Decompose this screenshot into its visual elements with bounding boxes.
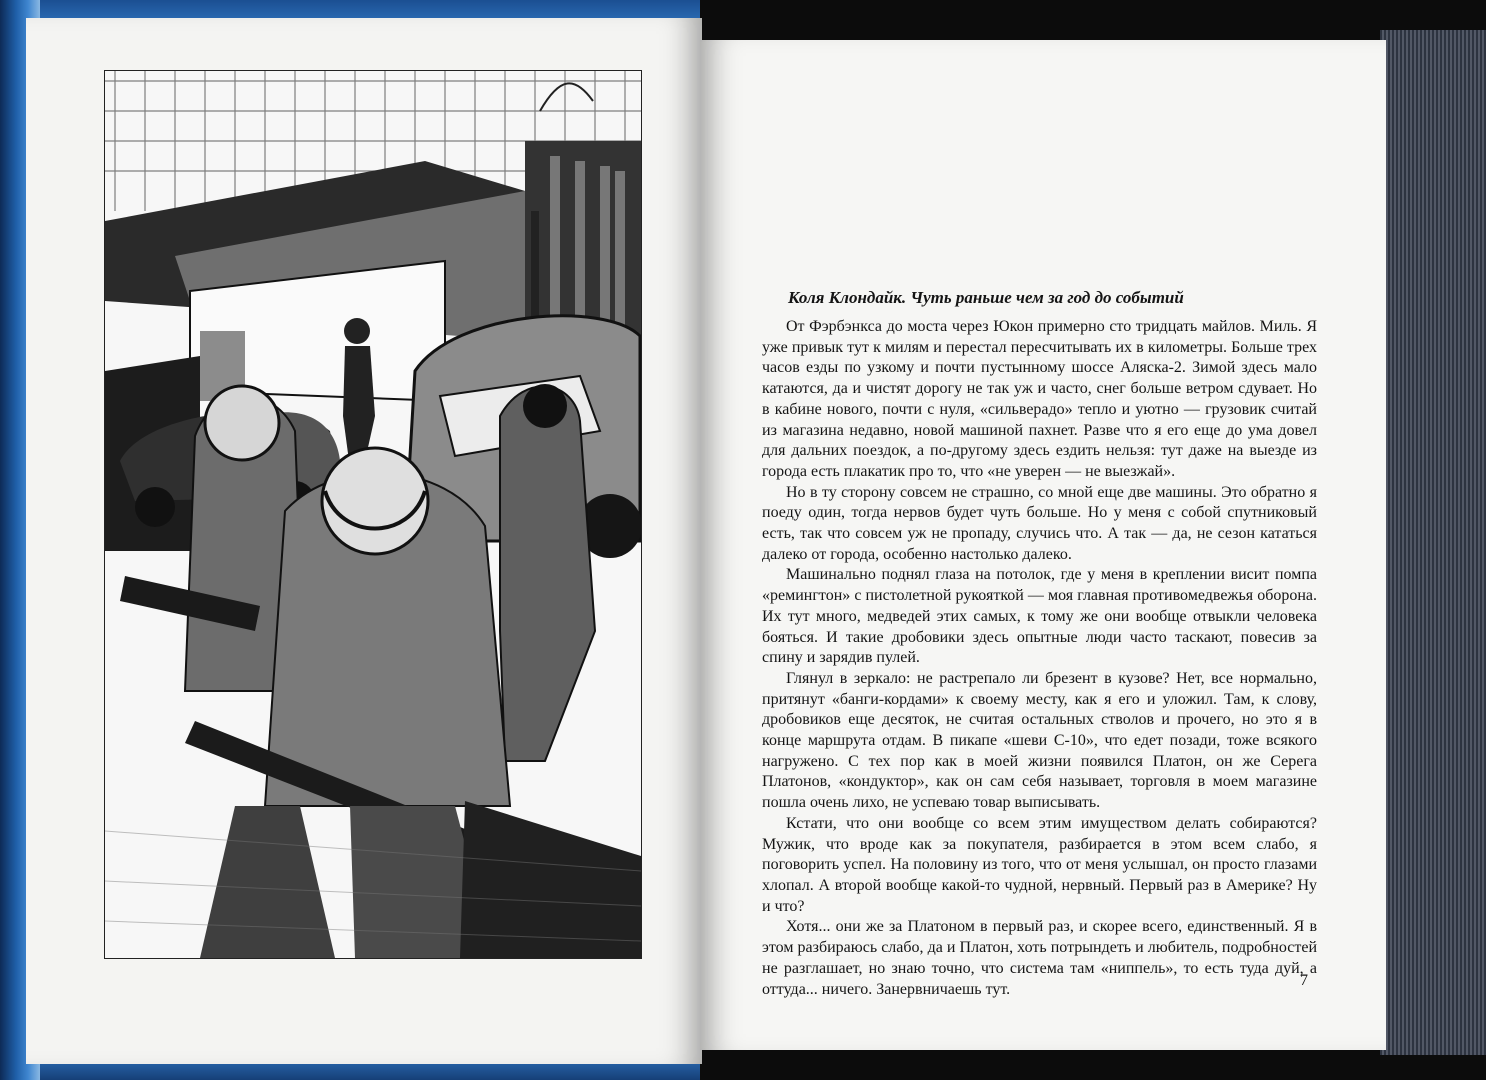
left-page [26,18,702,1064]
illustration-drawing [105,71,641,958]
story-text [762,287,1317,1000]
paragraph-2: Но в ту сторону совсем не страшно, со мной еще две машины. Это обратно я поеду один, тогда нервов будет чуть больше. Но у меня с собой спутниковый есть, так что совсем уж не пропаду, случись что. А так — да, не сезон кататься далеко от города, особенно настолько далеко. [762,483,1317,563]
paragraph-1: От Фэрбэнкса до моста через Юкон примерно сто тридцать майлов. Миль. Я уже привык тут к милям и перестал пересчитывать их в километры. Больше трех часов езды по узкому и почти пустынному шоссе Аляска-2. Зимой здесь мало катаются, да и чистят дорогу не так уж и часто, снег больше ветром сдувает. Но в кабине нового, почти с нуля, «сильверадо» тепло и уютно — грузовик считай из магазина недавно, новой машиной пахнет. Разве что я его еще до ума довел для дальних поездок, а по-другому здесь ездить нельзя: тут даже на выезде из города есть плакатик про то, что «не уверен — не выезжай». [762,318,1317,480]
page-stack [1380,30,1486,1055]
paragraph-6: Хотя... они же за Платоном в первый раз, и скорее всего, единственный. Я в этом разбираюсь слабо, да и Платон, хоть потрындеть и любитель, подробностей не разглашает, но знаю точно, что система там «ниппель», то есть туда дуй, а оттуда... ничего. Занервничаешь тут. [762,918,1317,998]
paragraph-3: Машинально поднял глаза на потолок, где у меня в креплении висит помпа «ремингтон» с пистолетной рукояткой — моя главная противомедвежья оборона. Их тут много, медведей этих самых, к тому же они вообще отвыкли человека бояться. И такие дробовики здесь опытные люди часто таскают, повесив за спину и зарядив пулей. [762,566,1317,667]
paragraph-5: Кстати, что они вообще со всем этим имуществом делать собираются? Мужик, что вроде как за покупателя, разбирается в этом всем слабо, я поговорить успел. На половину из того, что от меня услышал, он просто глазами хлопал. А второй вообще какой-то чудной, нервный. Первый раз в Америке? Ну и что? [762,814,1317,915]
page-number: 7 [1300,972,1308,989]
book-illustration-soldiers-icon [104,70,642,959]
paragraph-4: Глянул в зеркало: не растрепало ли брезент в кузове? Нет, все нормально, притянут «банги-кордами» к своему месту, как я его и уложил. Там, к слову, дробовиков еще десяток, не считая остальных стволов и прочего, но это я в конце маршрута отдам. В пикапе «шеви С-10», что едет позади, тоже всякого нагружено. С тех пор как в моей жизни появился Платон, он же Серега Платонов, «кондуктор», как он сам себя называет, торговля в моем магазине пошла очень лихо, не успеваю товар выписывать. [762,669,1317,812]
chapter-title: Коля Клондайк. Чуть раньше чем за год до событий [788,288,1184,307]
right-page [700,40,1386,1050]
